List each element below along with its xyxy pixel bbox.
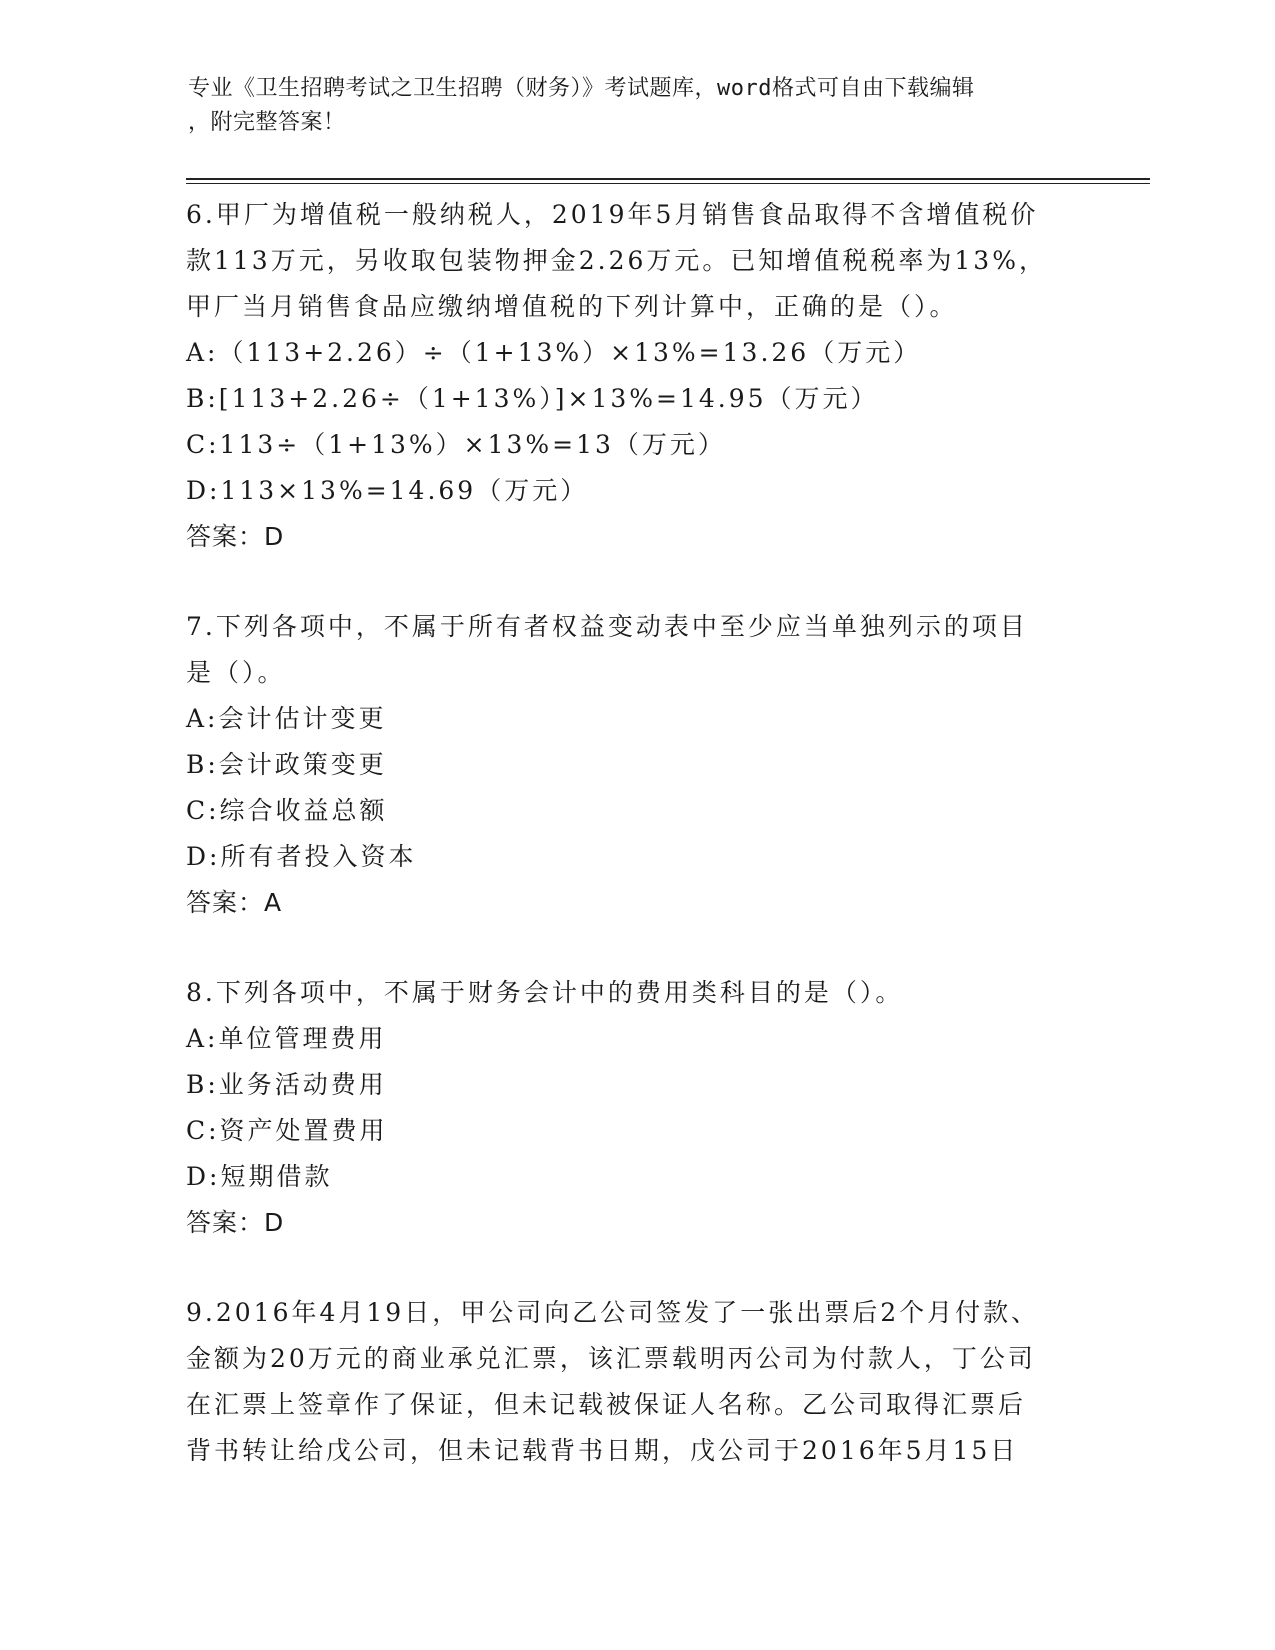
header-line-2: ，附完整答案！ [188,110,346,135]
question-stem-line: 在汇票上签章作了保证，但未记载被保证人名称。乙公司取得汇票后 [186,1390,1027,1419]
answer-line: 答案：D [186,1208,285,1237]
option-b: B:[113+2.26÷（1+13%）]×13%=14.95（万元） [186,384,879,413]
option-b: B:业务活动费用 [186,1070,387,1099]
option-d: D:短期借款 [186,1162,333,1191]
question-stem-line: 款113万元，另收取包装物押金2.26万元。已知增值税税率为13%， [186,246,1047,275]
question-spacer [186,926,1086,970]
option-d: D:113×13%=14.69（万元） [186,476,589,505]
option-c: C:113÷（1+13%）×13%=13（万元） [186,430,726,459]
option-c: C:综合收益总额 [186,796,388,825]
question-stem-line: 9.2016年4月19日，甲公司向乙公司签发了一张出票后2个月付款、 [186,1298,1040,1327]
option-b: B:会计政策变更 [186,750,387,779]
question-stem-line: 金额为20万元的商业承兑汇票，该汇票载明丙公司为付款人，丁公司 [186,1344,1036,1373]
question-8 [186,970,1086,1246]
option-a: A:（113+2.26）÷（1+13%）×13%=13.26（万元） [186,338,922,367]
option-c: C:资产处置费用 [186,1116,388,1145]
question-stem-line: 7.下列各项中，不属于所有者权益变动表中至少应当单独列示的项目 [186,612,1028,641]
header-line-1: 专业《卫生招聘考试之卫生招聘（财务）》考试题库，word格式可自由下载编辑 [188,76,975,101]
option-a: A:单位管理费用 [186,1024,387,1053]
question-9 [186,1290,1086,1474]
question-spacer [186,560,1086,604]
header-divider-thin [186,183,1150,184]
question-stem-line: 是（）。 [186,658,286,687]
question-6 [186,192,1086,560]
answer-line: 答案：A [186,888,283,917]
answer-line: 答案：D [186,522,285,551]
question-stem-line: 背书转让给戊公司，但未记载背书日期，戊公司于2016年5月15日 [186,1436,1019,1465]
header-divider-thick [186,178,1150,180]
question-stem-line: 8.下列各项中，不属于财务会计中的费用类科目的是（）。 [186,978,904,1007]
question-list [186,192,1086,1474]
question-stem-line: 甲厂当月销售食品应缴纳增值税的下列计算中，正确的是（）。 [186,292,958,321]
option-a: A:会计估计变更 [186,704,387,733]
document-header [188,72,1068,140]
question-7 [186,604,1086,926]
question-stem-line: 6.甲厂为增值税一般纳税人，2019年5月销售食品取得不含增值税价 [186,200,1039,229]
question-spacer [186,1246,1086,1290]
option-d: D:所有者投入资本 [186,842,417,871]
